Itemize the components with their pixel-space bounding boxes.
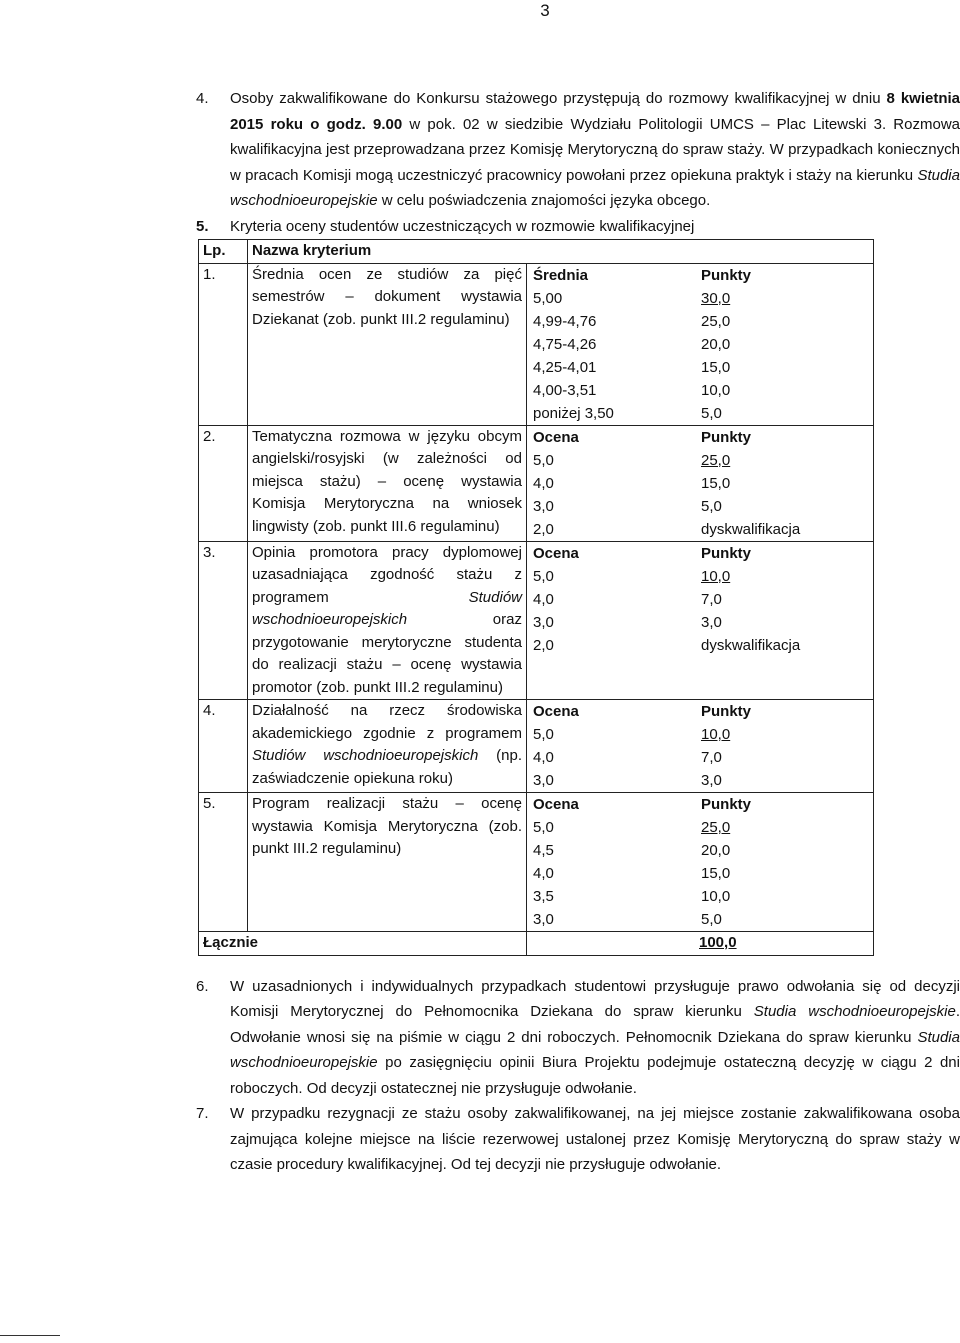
score-value: poniżej 3,50 (533, 404, 614, 422)
points-value: 7,0 (701, 590, 722, 608)
score-grid (527, 264, 873, 425)
total-value: 100,0 (527, 932, 874, 956)
paragraph-text: Kryteria oceny studentów uczestniczących w rozmowie kwalifikacyjnej (230, 217, 695, 235)
bold-number: 5. (196, 217, 209, 235)
score-value: 4,5 (533, 842, 554, 859)
points-value: 20,0 (701, 842, 731, 859)
paragraph-5 (196, 214, 960, 240)
points-value: 10,0 (701, 888, 731, 905)
italic-program-name: Studia wschodnioeuropejskie (753, 1003, 956, 1020)
text-span: w pok. 02 w siedzibie Wydziału Politologii UMCS – Plac Litewski 3. Rozmowa kwalifikacyjna jest przeprowadzana przez Komisję Merytoryczną do spraw staży. W przypadkach koniecznych w pracach Komisji mogą uczestniczyć pracownicy powołani przez opiekuna praktyk i staży na kierunku (230, 115, 960, 184)
text-span: Działalność na rzecz środowiska akademickiego zgodnie z programem (252, 702, 522, 742)
italic-program-name: Studiów wschodnioeuropejskich (252, 747, 479, 764)
score-grid (527, 793, 873, 931)
score-value: 2,0 (533, 520, 554, 538)
paragraph-4 (196, 86, 960, 214)
text-span: Osoby zakwalifikowane do Konkursu stażowego przystępują do rozmowy kwalifikacyjnej w dniu (230, 90, 887, 107)
score-value: 5,0 (533, 819, 554, 836)
score-value: 3,0 (533, 911, 554, 928)
score-value: 5,0 (533, 451, 554, 469)
points-header: Punkty (701, 544, 752, 562)
score-grid (527, 542, 873, 657)
points-value: 25,0 (701, 819, 731, 836)
score-value: 3,0 (533, 613, 554, 631)
italic-program-name: Studia wschodnioeuropejskie (230, 166, 960, 209)
table-row (199, 793, 874, 932)
row-criterion: Średnia ocen ze studiów za pięć semestrów – dokument wystawia Dziekanat (zob. punkt III.2 regulaminu) (248, 263, 527, 425)
paragraph-text (230, 86, 960, 214)
score-cell (527, 793, 874, 932)
score-value: 3,0 (533, 497, 554, 515)
score-header: Ocena (533, 428, 579, 446)
score-cell (527, 541, 874, 700)
score-value: 2,0 (533, 636, 554, 654)
score-cell (527, 425, 874, 541)
points-value: 25,0 (701, 451, 731, 469)
row-lp: 1. (199, 263, 248, 425)
score-value: 5,0 (533, 567, 554, 585)
score-header: Ocena (533, 796, 579, 813)
total-row (199, 932, 874, 956)
row-criterion: Program realizacji stażu – ocenę wystawia Komisja Merytoryczna (zob. punkt III.2 regulaminu) (248, 793, 527, 932)
item-number: 6. (196, 977, 209, 995)
points-value: 30,0 (701, 289, 731, 307)
header-lp: Lp. (199, 240, 248, 264)
header-criterion: Nazwa kryterium (248, 240, 874, 264)
text-span: oraz przygotowanie merytoryczne studenta do realizacji stażu – ocenę wystawia promotor (zob. punkt III.2 regulaminu) (252, 611, 522, 696)
points-value: dyskwalifikacja (701, 520, 801, 538)
spacer (196, 956, 960, 974)
points-value: 25,0 (701, 312, 731, 330)
paragraph-7 (196, 1101, 960, 1178)
score-cell (527, 700, 874, 793)
score-value: 3,0 (533, 772, 554, 789)
paragraph-6 (196, 974, 960, 1102)
score-value: 3,5 (533, 888, 554, 905)
points-value: 15,0 (701, 474, 731, 492)
row-lp: 4. (199, 700, 248, 793)
table-row (199, 541, 874, 700)
score-value: 4,0 (533, 474, 554, 492)
points-value: 7,0 (701, 749, 722, 766)
points-value: dyskwalifikacja (701, 636, 801, 654)
points-value: 15,0 (701, 358, 731, 376)
score-cell (527, 263, 874, 425)
text-span: Opinia promotora pracy dyplomowej uzasadniająca zgodność stażu z programem (252, 543, 522, 606)
document-body (196, 86, 960, 1178)
score-value: 4,0 (533, 749, 554, 766)
score-header: Ocena (533, 703, 579, 720)
text-span: W uzasadnionych i indywidualnych przypadkach studentowi przysługuje prawo odwołania się od decyzji Komisji Merytorycznej do Pełnomocnika Dziekana do spraw kierunku (230, 977, 960, 1020)
text-span: (np. zaświadczenie opiekuna roku) (252, 747, 523, 787)
table-row (199, 425, 874, 541)
table-row (199, 700, 874, 793)
item-number: 4. (196, 90, 209, 107)
points-header: Punkty (701, 266, 752, 284)
item-number: 7. (196, 1105, 209, 1122)
row-criterion (248, 541, 527, 700)
score-value: 4,0 (533, 590, 554, 608)
score-value: 4,75-4,26 (533, 335, 597, 353)
points-header: Punkty (701, 428, 752, 446)
criteria-table (198, 239, 874, 956)
points-value: 5,0 (701, 404, 722, 422)
score-grid (527, 700, 873, 792)
points-header: Punkty (701, 703, 752, 720)
score-value: 4,00-3,51 (533, 381, 597, 399)
footnote-rule (0, 1335, 60, 1336)
points-header: Punkty (701, 796, 752, 813)
row-criterion (248, 700, 527, 793)
row-criterion: Tematyczna rozmowa w języku obcym angielski/rosyjski (w zależności od miejsca stażu) – ocenę wystawia Komisja Merytoryczna na wniosek lingwisty (zob. punkt III.6 regulaminu) (248, 425, 527, 541)
row-lp: 2. (199, 425, 248, 541)
score-value: 4,0 (533, 865, 554, 882)
paragraph-text: W przypadku rezygnacji ze stażu osoby zakwalifikowanej, na jej miejsce zostanie zakwalifikowana osoba zajmująca kolejne miejsce na liście rezerwowej ustalonej przez Komisję Merytoryczną do spraw staży w czasie procedury kwalifikacyjnej. Od tej decyzji nie przysługuje odwołanie. (230, 1105, 960, 1173)
score-value: 4,99-4,76 (533, 312, 597, 330)
points-value: 20,0 (701, 335, 731, 353)
score-value: 5,0 (533, 726, 554, 743)
total-label: Łącznie (199, 932, 527, 956)
points-value: 10,0 (701, 726, 731, 743)
page-number: 3 (540, 1, 550, 20)
italic-program-name: Studiów wschodnioeuropejskich (252, 588, 522, 628)
table-header-row (199, 240, 874, 264)
table-row (199, 263, 874, 425)
text-span: po zasięgnięciu opinii Biura Projektu podejmuje ostateczną decyzję w ciągu 2 dni roboczych. Od decyzji ostatecznej nie przysługuje odwołanie. (230, 1054, 960, 1097)
score-value: 5,00 (533, 289, 563, 307)
points-value: 10,0 (701, 381, 731, 399)
text-span: . Odwołanie wnosi się na piśmie w ciągu 2 dni roboczych. Pełnomocnik Dziekana do spraw kierunku (230, 1003, 960, 1046)
score-header: Średnia (533, 266, 589, 284)
points-value: 15,0 (701, 865, 731, 882)
row-lp: 5. (199, 793, 248, 932)
points-value: 10,0 (701, 567, 731, 585)
text-span: w celu poświadczenia znajomości języka obcego. (377, 192, 711, 209)
score-header: Ocena (533, 544, 579, 562)
points-value: 3,0 (701, 772, 722, 789)
points-value: 5,0 (701, 497, 722, 515)
item-number (196, 214, 230, 240)
paragraph-text (230, 974, 960, 1102)
bold-date: 8 kwietnia 2015 roku o godz. 9.00 (230, 90, 960, 133)
score-grid (527, 426, 873, 541)
points-value: 3,0 (701, 613, 722, 631)
score-value: 4,25-4,01 (533, 358, 597, 376)
points-value: 5,0 (701, 911, 722, 928)
italic-program-name: Studia wschodnioeuropejskie (230, 1028, 960, 1071)
row-lp: 3. (199, 541, 248, 700)
